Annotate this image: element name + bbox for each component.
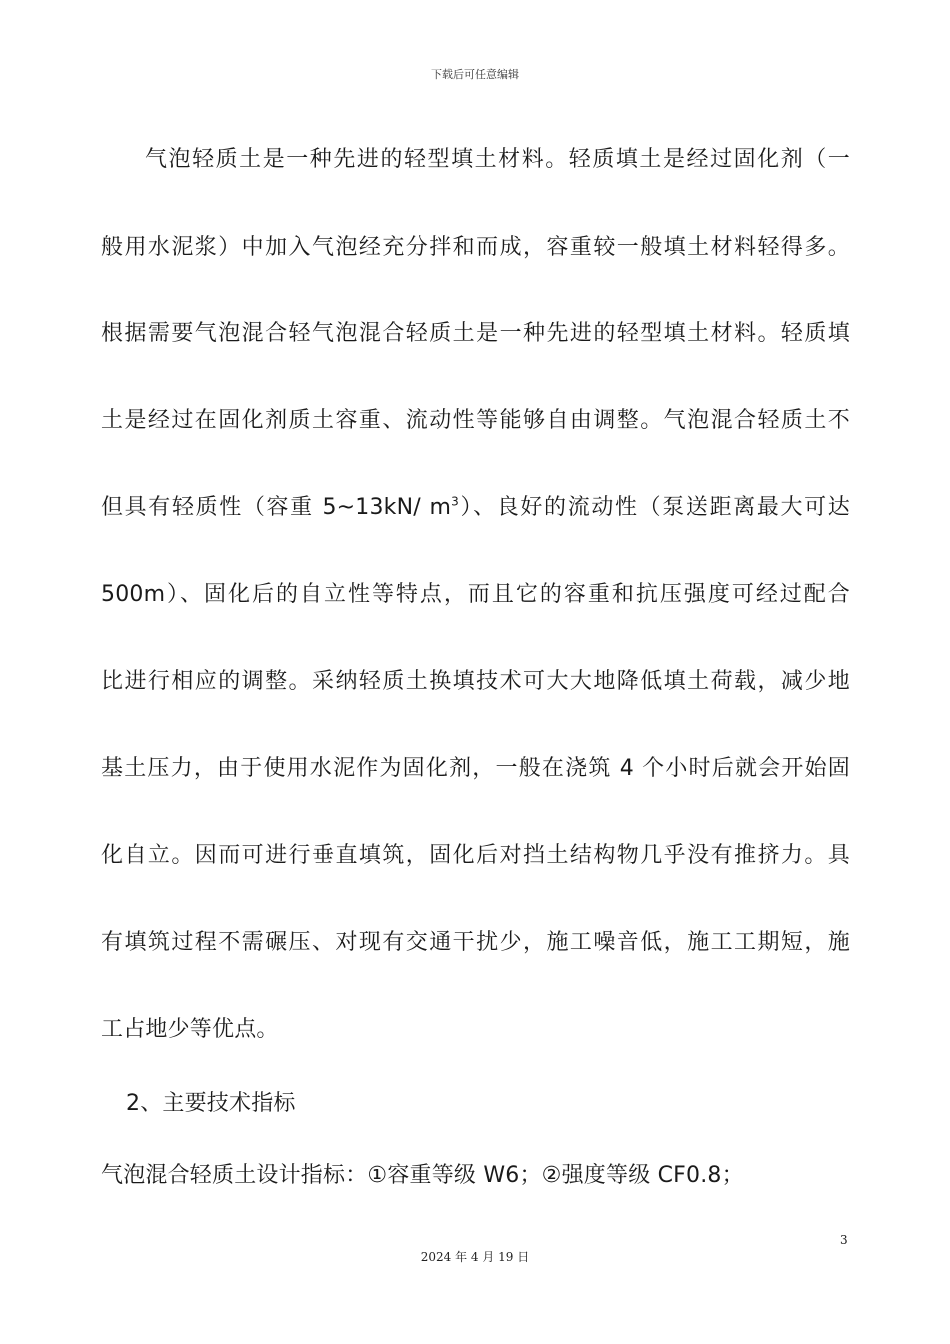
paragraph-line: 比进行相应的调整。采纳轻质土换填技术可大大地降低填土荷载，减少地 (101, 669, 850, 694)
paragraph-line: 工占地少等优点。 (101, 1017, 279, 1042)
section-heading: 2、主要技术指标 (126, 1091, 296, 1116)
page-number: 3 (840, 1233, 848, 1247)
paragraph-line: 般用水泥浆）中加入气泡经充分拌和而成，容重较一般填土材料轻得多。 (101, 235, 850, 260)
footer-date: 2024 年 4 月 19 日 (420, 1250, 530, 1264)
spec-line: 气泡混合轻质土设计指标：①容重等级 W6；②强度等级 CF0.8； (101, 1163, 744, 1188)
paragraph-line (101, 493, 850, 523)
paragraph-line: 土是经过在固化剂质土容重、流动性等能够自由调整。气泡混合轻质土不 (101, 408, 850, 433)
line-text: 但具有轻质性（容重 5~13kN/ m (101, 495, 452, 520)
paragraph-line: 有填筑过程不需碾压、对现有交通干扰少，施工噪音低，施工工期短，施 (101, 930, 850, 955)
paragraph-line: 基土压力，由于使用水泥作为固化剂，一般在浇筑 4 个小时后就会开始固 (101, 756, 850, 781)
page-header: 下载后可任意编辑 (431, 68, 519, 81)
line-text: ）、良好的流动性（泵送距离最大可达 (459, 495, 850, 520)
paragraph-line: 气泡轻质土是一种先进的轻型填土材料。轻质填土是经过固化剂（一 (145, 147, 850, 172)
paragraph-line: 500m）、固化后的自立性等特点，而且它的容重和抗压强度可经过配合 (101, 582, 850, 607)
superscript: 3 (451, 494, 460, 509)
paragraph-line: 化自立。因而可进行垂直填筑，固化后对挡土结构物几乎没有推挤力。具 (101, 843, 850, 868)
paragraph-line: 根据需要气泡混合轻气泡混合轻质土是一种先进的轻型填土材料。轻质填 (101, 321, 850, 346)
